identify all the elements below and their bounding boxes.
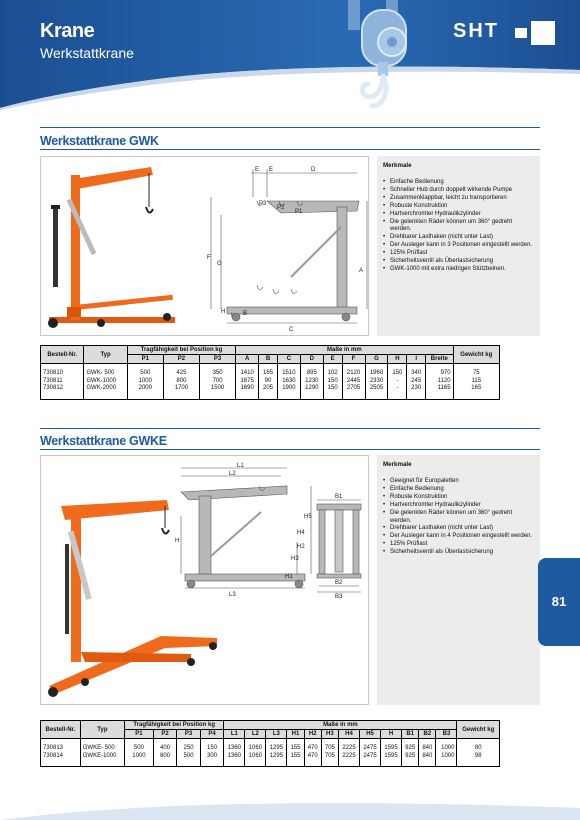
cell-weight-value: 98 [474, 752, 482, 759]
column-header-position: P2 [163, 355, 199, 364]
cell-order-no-value: 730813 [43, 745, 64, 751]
feature-item: • Sicherheitsventil als Überlastsicherung [383, 549, 534, 557]
cell-dimension-value: 165 [262, 370, 273, 376]
cell-dimension-value: 150 [392, 370, 403, 376]
cell-weight-value: 75 [472, 370, 480, 376]
column-header-weight: Gewicht kg [457, 721, 500, 739]
cell-dimension [388, 364, 407, 400]
cell-dimension-value: 2475 [363, 752, 377, 759]
cell-capacity-value: 1000 [138, 377, 152, 384]
cell-dimension [259, 364, 278, 400]
column-header-dimension: L2 [245, 730, 266, 739]
cell-dimension-value: 1410 [240, 370, 254, 376]
section-divider-gwke [40, 449, 540, 450]
cell-dimension-value: 2330 [369, 377, 384, 384]
cell-order-no-value: 730811 [43, 377, 63, 384]
cell-dimension-value: 1120 [437, 377, 451, 384]
column-header-position: P2 [153, 730, 177, 739]
cell-capacity-value: 150 [207, 745, 218, 751]
cell-capacity-value: 800 [160, 752, 171, 759]
cell-dimension-value: 470 [307, 745, 318, 751]
dim-label-p2: P2 [277, 205, 285, 211]
feature-item: • Drehbarer Lasthaken (nicht unter Last) [383, 234, 534, 242]
column-header-dimension: L1 [224, 730, 245, 739]
gwke-features-panel [377, 455, 540, 705]
cell-dimension-value: 1960 [369, 370, 384, 376]
cell-dimension-value: 1675 [240, 377, 254, 384]
cell-dimension-value: 1510 [282, 370, 296, 376]
cell-capacity-value: 400 [160, 745, 171, 751]
feature-item: • Hartverchromter Hydraulikzylinder [383, 211, 534, 219]
cell-dimension-value: 970 [440, 370, 451, 376]
cell-capacity [153, 739, 177, 767]
column-header-dimension: B2 [419, 730, 436, 739]
cell-dimension-value: 230 [411, 385, 422, 391]
feature-item: • Robuste Konstruktion [383, 203, 534, 211]
column-header-dimension: G [365, 355, 388, 364]
cell-dimension [426, 364, 454, 400]
page-header [0, 0, 580, 110]
cell-dimension-value: 1060 [248, 745, 263, 751]
feature-item: • Einfache Bedienung [383, 179, 534, 187]
cell-type-value: GWK-2000 [86, 385, 117, 391]
feature-item: • 125% Prüflast [383, 250, 534, 258]
cell-dimension-value: 840 [422, 745, 433, 751]
column-header-dimension: F [342, 355, 365, 364]
cell-type-value: GWK-1000 [86, 377, 117, 384]
cell-dimension-value: 1595 [384, 752, 398, 759]
cell-capacity [177, 739, 201, 767]
cell-dimension-value: 2705 [346, 385, 361, 391]
cell-dimension [323, 364, 342, 400]
table-header-row [41, 346, 500, 355]
feature-item: • Der Ausleger kann in 3 Positionen eingestellt werden. [383, 242, 534, 250]
section-divider-gwk [40, 149, 540, 150]
column-header-dimension: H [381, 730, 402, 739]
dim-label-b1: B1 [335, 494, 343, 500]
column-header-dimension: Breite [426, 355, 454, 364]
cell-dimension-value: 245 [411, 377, 422, 384]
cell-dimension-value: 1360 [227, 752, 242, 759]
cell-type [80, 739, 124, 767]
dim-label-b: B [243, 311, 248, 317]
dim-label-h3: H3 [291, 556, 299, 562]
page-title: Krane [40, 20, 95, 42]
cell-dimension-value: 470 [307, 752, 318, 759]
section-divider-top [40, 127, 540, 128]
table-row [41, 364, 500, 400]
column-header-dimension: H5 [360, 730, 381, 739]
dim-label-f: F [207, 255, 211, 261]
gwk-image-panel [40, 156, 369, 336]
cell-dimension-value: 90 [264, 377, 272, 384]
cell-dimension [245, 739, 266, 767]
cell-dimension-value: 925 [405, 745, 416, 751]
dim-label-i: I [231, 313, 233, 319]
column-header-dimensions: Maße in mm [224, 721, 457, 730]
cell-dimension-value: 1290 [305, 385, 319, 391]
cell-capacity-value: 425 [176, 370, 187, 376]
cell-dimension [407, 364, 426, 400]
cell-weight-value: 115 [471, 377, 482, 384]
cell-dimension-value: 705 [324, 752, 335, 759]
cell-capacity-value: 300 [207, 752, 218, 759]
dim-label-l2: L2 [229, 471, 236, 477]
cell-dimension-value: 155 [290, 752, 301, 759]
column-header-dimension: H2 [304, 730, 321, 739]
cell-type-value: GWKE-1000 [82, 752, 117, 759]
cell-weight [453, 364, 499, 400]
cell-capacity-value: 500 [183, 752, 194, 759]
column-header-order-no: Bestell-Nr. [41, 721, 81, 739]
cell-dimension-value: 1295 [269, 752, 284, 759]
cell-dimension-value: 1000 [441, 752, 455, 759]
feature-item: • Drehbarer Lasthaken (nicht unter Last) [383, 525, 534, 533]
page-number-tab: 81 [538, 558, 580, 646]
cell-capacity-value: 500 [140, 370, 151, 376]
cell-order-no [41, 739, 81, 767]
column-header-dimension: B3 [436, 730, 457, 739]
cell-dimension-value: 895 [306, 370, 317, 376]
features-list [383, 179, 534, 274]
dim-label-g: G [217, 261, 222, 267]
feature-item: • Zusammenklappbar, leicht zu transportieren [383, 195, 534, 203]
dim-label-h2: H2 [297, 544, 305, 550]
dim-label-c: C [289, 327, 294, 333]
features-title: Merkmale [383, 162, 412, 169]
cell-order-no-value: 730812 [43, 385, 64, 391]
column-header-dimension: D [300, 355, 323, 364]
cell-type-value: GWK- 500 [86, 370, 115, 376]
gwk-spec-table [40, 345, 500, 400]
gwke-crane-photo [48, 500, 217, 697]
cell-capacity [125, 739, 154, 767]
column-header-type: Typ [80, 721, 124, 739]
feature-item: • Die gelenkten Räder können um 360° gedreht werden. [383, 219, 534, 235]
cell-dimension [300, 364, 323, 400]
feature-item: • Sicherheitsventil als Überlastsicherung [383, 258, 534, 266]
cell-dimension-value: 2505 [369, 385, 384, 391]
features-list [383, 478, 534, 557]
cell-dimension [304, 739, 321, 767]
cell-capacity-value: 350 [212, 370, 223, 376]
cell-weight [457, 739, 500, 767]
feature-item: • Geeignet für Europaletten [383, 478, 534, 486]
cell-dimension-value: 2225 [342, 745, 356, 751]
logo-square-large [531, 21, 555, 45]
dim-label-h: H [221, 309, 226, 315]
cell-dimension [365, 364, 388, 400]
section-divider-top-2 [40, 428, 540, 429]
page-subtitle: Werkstattkrane [40, 45, 134, 61]
dim-label-p3: P3 [259, 201, 267, 207]
cell-dimension [277, 364, 300, 400]
cell-dimension-value: 150 [327, 385, 338, 391]
cell-dimension [338, 739, 359, 767]
cell-dimension-value: 2225 [342, 752, 356, 759]
cell-dimension-value: 840 [422, 752, 433, 759]
column-header-dimension: H4 [338, 730, 359, 739]
cell-capacity [200, 739, 224, 767]
cell-capacity-value: 250 [183, 745, 194, 751]
cell-weight-value: 80 [474, 745, 482, 751]
cell-dimension [360, 739, 381, 767]
dim-label-b2: B2 [335, 580, 343, 586]
cell-dimension-value: 102 [327, 370, 338, 376]
cell-dimension-value: 1165 [437, 385, 451, 391]
column-header-position: P3 [200, 355, 236, 364]
cell-dimension-value: 1690 [240, 385, 254, 391]
cell-capacity [200, 364, 236, 400]
cell-capacity-value: 500 [133, 745, 144, 751]
column-header-dimension: C [277, 355, 300, 364]
cell-dimension-value: 1360 [227, 745, 242, 751]
cell-capacity-value: 1500 [210, 385, 225, 391]
cell-capacity-value: 1000 [132, 752, 146, 759]
dim-label-h5: H5 [304, 514, 312, 520]
feature-item: • Schneller Hub durch doppelt wirkende Pumpe [383, 187, 534, 195]
cell-type-value: GWKE- 500 [82, 745, 115, 751]
cell-dimension-value: - [396, 377, 399, 384]
cell-dimension-value: 155 [290, 745, 301, 751]
cell-dimension [321, 739, 338, 767]
column-header-dimension: A [236, 355, 259, 364]
feature-item: • GWK-1000 mit extra niedrigen Stützbeinen. [383, 266, 534, 274]
dim-label-h: H [175, 538, 180, 544]
cell-capacity [163, 364, 199, 400]
cell-dimension-value: 1295 [269, 745, 284, 751]
column-header-dimensions: Maße in mm [236, 346, 453, 355]
feature-item: • Hartverchromter Hydraulikzylinder [383, 502, 534, 510]
cell-dimension-value: 925 [405, 752, 416, 759]
dim-label-a: A [359, 268, 364, 274]
cell-dimension-value: 2120 [346, 370, 361, 376]
dim-label-p1: P1 [295, 209, 303, 215]
cell-capacity-value: 2000 [138, 385, 152, 391]
column-header-order-no: Bestell-Nr. [41, 346, 84, 364]
column-header-capacity: Tragfähigkeit bei Position kg [127, 346, 235, 355]
sht-logo [453, 18, 559, 48]
dim-label-e1: E [255, 167, 260, 173]
cell-dimension-value: 340 [411, 370, 422, 376]
cell-dimension [236, 364, 259, 400]
cell-dimension-value: 1060 [248, 752, 263, 759]
section-title-gwke: Werkstattkrane GWKE [40, 434, 167, 448]
feature-item: • Einfache Bedienung [383, 486, 534, 494]
cell-dimension-value: 150 [327, 377, 338, 384]
cell-dimension [419, 739, 436, 767]
gwke-side-drawing [181, 468, 311, 588]
footer-wave [0, 790, 580, 820]
logo-square-small [515, 28, 527, 38]
column-header-dimension: I [407, 355, 426, 364]
column-header-dimension: B [259, 355, 278, 364]
cell-dimension [402, 739, 419, 767]
cell-capacity [127, 364, 163, 400]
cell-dimension-value: 2475 [363, 745, 377, 751]
feature-item: • Die gelenkten Räder können um 360° gedreht werden. [383, 510, 534, 526]
table-row [41, 739, 500, 767]
cell-dimension [342, 364, 365, 400]
cell-dimension [287, 739, 304, 767]
dim-label-h4: H4 [297, 530, 305, 536]
cell-order-no-value: 730810 [43, 370, 64, 376]
feature-item: • 125% Prüflast [383, 541, 534, 549]
cell-type [84, 364, 127, 400]
logo-text: SHT [453, 20, 499, 42]
cell-dimension-value: 1595 [384, 745, 398, 751]
cell-dimension [224, 739, 245, 767]
dim-label-b3: B3 [335, 594, 343, 600]
feature-item: • Robuste Konstruktion [383, 494, 534, 502]
column-header-position: P3 [177, 730, 201, 739]
dim-label-l1: L1 [237, 463, 244, 469]
features-title: Merkmale [383, 461, 412, 468]
column-header-capacity: Tragfähigkeit bei Position kg [125, 721, 224, 730]
dim-label-e2: E [269, 167, 274, 173]
cell-capacity-value: 700 [212, 377, 223, 384]
cell-dimension-value: 205 [262, 385, 273, 391]
cell-dimension-value: 1630 [282, 377, 296, 384]
cell-capacity-value: 800 [176, 377, 187, 384]
column-header-position: P1 [125, 730, 154, 739]
column-header-dimension: E [323, 355, 342, 364]
column-header-dimension: H1 [287, 730, 304, 739]
cell-dimension-value: 1000 [441, 745, 455, 751]
feature-item: • Der Ausleger kann in 4 Positionen eingestellt werden. [383, 533, 534, 541]
column-header-dimension: H [388, 355, 407, 364]
column-header-dimension: L3 [266, 730, 287, 739]
dim-label-l3: L3 [229, 592, 236, 598]
cell-dimension-value: 2445 [346, 377, 361, 384]
cell-weight-value: 165 [471, 385, 482, 391]
cell-dimension-value: 1230 [305, 377, 319, 384]
section-title-gwk: Werkstattkrane GWK [40, 134, 159, 148]
column-header-type: Typ [84, 346, 127, 364]
table-header-row [41, 721, 500, 730]
gwke-front-drawing [317, 500, 361, 592]
gwke-spec-table [40, 720, 500, 767]
column-header-position: P1 [127, 355, 163, 364]
cell-dimension-value: - [396, 385, 399, 391]
gwke-image-panel [40, 455, 369, 705]
gwk-technical-drawing [211, 169, 367, 323]
cell-dimension [266, 739, 287, 767]
cell-dimension [381, 739, 402, 767]
cell-dimension-value: 1900 [282, 385, 296, 391]
cell-dimension-value: 705 [324, 745, 335, 751]
column-header-dimension: B1 [402, 730, 419, 739]
column-header-dimension: H3 [321, 730, 338, 739]
gwk-crane-photo [48, 167, 175, 328]
column-header-position: P4 [200, 730, 224, 739]
cell-dimension [436, 739, 457, 767]
cell-capacity-value: 1700 [174, 385, 189, 391]
cell-order-no [41, 364, 84, 400]
dim-label-h1: H1 [285, 574, 293, 580]
cell-order-no-value: 730814 [43, 752, 64, 759]
column-header-weight: Gewicht kg [453, 346, 499, 364]
gwk-features-panel [377, 156, 540, 336]
dim-label-d: D [311, 167, 316, 173]
